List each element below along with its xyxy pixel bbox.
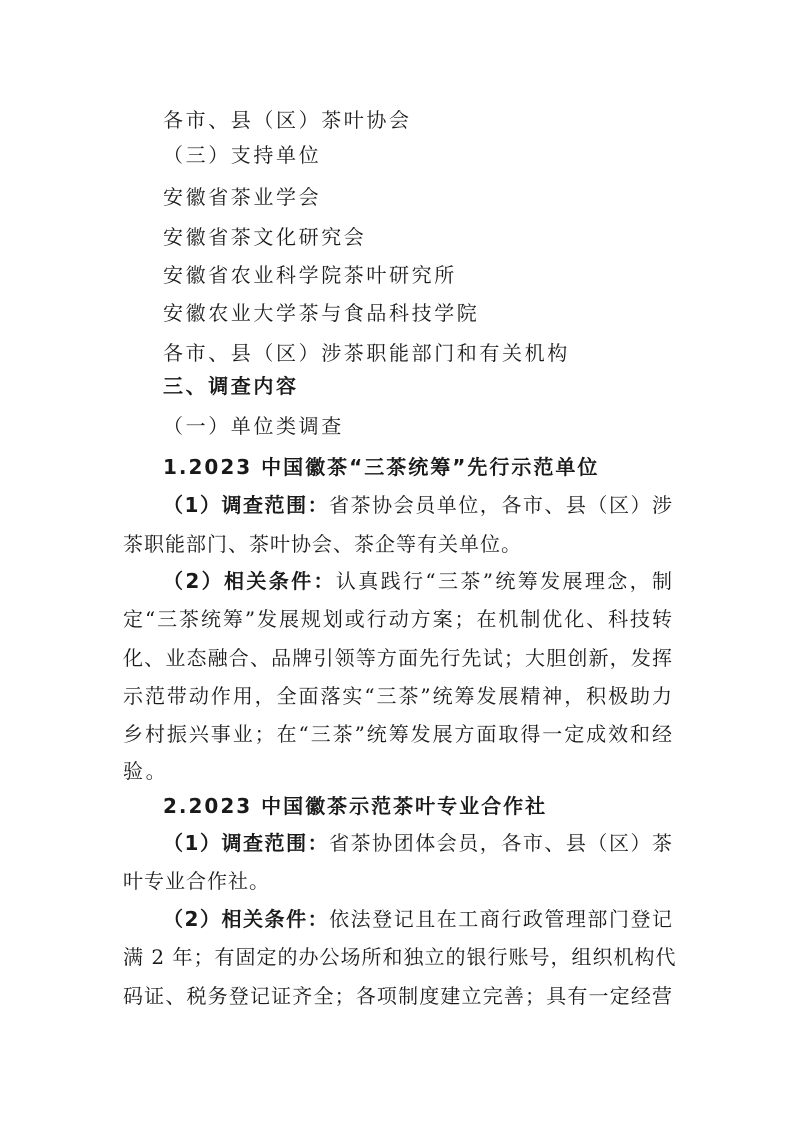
paragraph-line: 满 2 年；有固定的办公场所和独立的银行账号，组织机构代 [123,945,677,969]
paragraph-line: 码证、税务登记证齐全；各项制度建立完善；具有一定经营 [123,984,673,1008]
paragraph-line [163,568,673,594]
scope-text: 省茶协团体会员，各市、县（区）茶 [329,831,674,855]
scope-label: （1）调查范围： [163,493,330,517]
text-line: 各市、县（区）茶叶协会 [163,108,412,132]
paragraph-line: 茶职能部门、茶叶协会、茶企等有关单位。 [123,532,522,556]
condition-label: （2）相关条件： [163,569,336,593]
condition-label: （2）相关条件： [163,907,330,931]
item-heading-cooperative: 2.2023 中国徽茶示范茶叶专业合作社 [163,794,548,818]
paragraph-line: 化、业态融合、品牌引领等方面先行先试；大胆创新，发挥 [123,646,673,670]
item-heading-demo-unit: 1.2023 中国徽茶“三茶统筹”先行示范单位 [163,455,600,479]
scope-label: （1）调查范围： [163,831,330,855]
paragraph-line: 验。 [123,759,169,783]
text-line: 安徽省茶业学会 [163,185,322,209]
section-heading-support-units: （三）支持单位 [163,143,322,167]
paragraph-line: 示范带动作用，全面落实“三茶”统筹发展精神，积极助力 [123,684,673,708]
paragraph-line [163,830,673,856]
paragraph-line: 叶专业合作社。 [123,869,270,893]
paragraph-line [163,492,673,518]
paragraph-line: 定“三茶统筹”发展规划或行动方案；在机制优化、科技转 [123,607,673,631]
text-line: 安徽省农业科学院茶叶研究所 [163,263,457,287]
text-line: 各市、县（区）涉茶职能部门和有关机构 [163,341,570,365]
section-heading-survey-content: 三、调查内容 [163,374,299,398]
condition-text: 依法登记且在工商行政管理部门登记 [329,907,674,931]
paragraph-line [163,906,673,932]
text-line: 安徽省茶文化研究会 [163,225,367,249]
scope-text: 省茶协会员单位，各市、县（区）涉 [329,493,674,517]
text-line: 安徽农业大学茶与食品科技学院 [163,301,480,325]
condition-text: 认真践行“三茶”统筹发展理念，制 [335,569,673,593]
paragraph-line: 乡村振兴事业；在“三茶”统筹发展方面取得一定成效和经 [123,722,673,746]
subsection-heading-unit-survey: （一）单位类调查 [163,414,344,438]
